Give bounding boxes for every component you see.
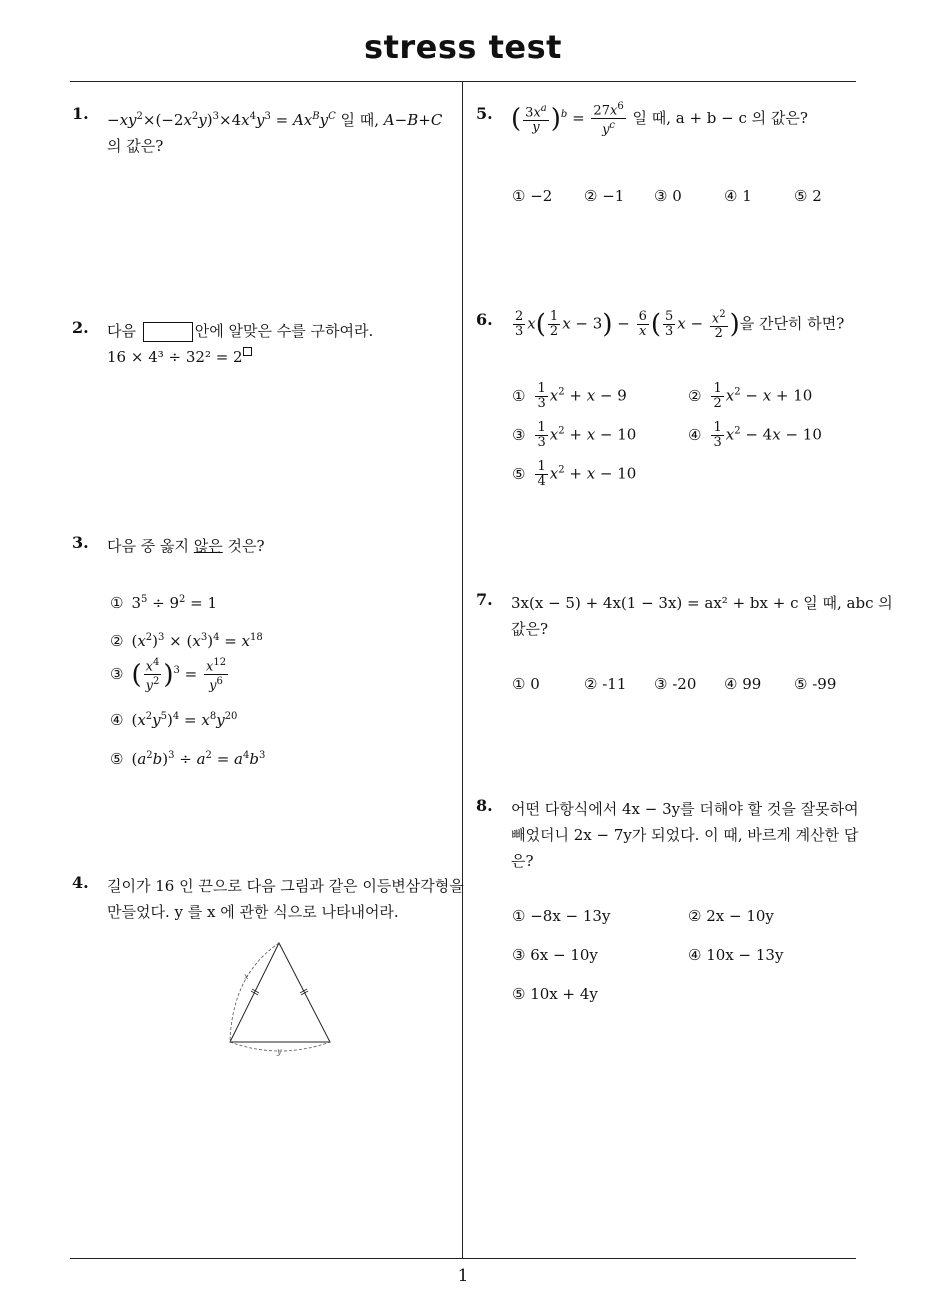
choice-marker: ④ [110,711,124,729]
question-number: 7. [476,590,493,609]
choice-1: ① −8x − 13y [512,907,611,925]
question-text-line: 길이가 16 인 끈으로 다음 그림과 같은 이등변삼각형을 [107,877,464,895]
choice-3: ③ ( $\frac{x^4}{y^2}$ )$^3$ = $\frac{x^{12}}{y^6}$ [110,657,227,694]
question-number: 6. [476,310,493,329]
label-x: x [244,972,249,981]
question-text [107,533,265,559]
question-text-part: 을 간단히 하면? [739,314,845,333]
choice-3: ③ 6x − 10y [512,946,598,964]
choice-3: ③ 0 [654,187,682,205]
question-text-line: 어떤 다항식에서 4x − 3y를 더해야 할 것을 잘못하여 [511,800,859,818]
question-text-part: 일 때, a + b − c 의 값은? [632,108,808,127]
choice-5: ⑤ 10x + 4y [512,985,598,1003]
question-text-part: 다음 [107,322,136,340]
question-text [511,796,859,874]
choice-2: ② -11 [584,675,627,693]
question-text-part: 것은? [222,537,265,555]
question-number: 5. [476,104,493,123]
choice-3: ③ $\frac{1}{3}$ $x^2 + x - 10$ [512,420,637,450]
choice-1: ① $\frac{1}{3}$ $x^2 + x - 9$ [512,381,627,411]
choice-2: ② $\frac{1}{2}$ $x^2 - x + 10$ [688,381,813,411]
question-text-line: 의 값은? [107,137,164,155]
label-y: y [277,1047,282,1056]
choice-2: ② $(x^2)^3 \times (x^3)^4 = x^{18}$ [110,632,263,650]
question-text-part: 안에 알맞은 수를 구하여라. [194,322,374,340]
choice-3: ③ -20 [654,675,697,693]
top-rule [70,81,856,82]
question-number: 3. [72,533,89,552]
choice-marker: ③ [110,664,124,683]
choice-5: ⑤ 2 [794,187,822,205]
question-text [107,873,464,925]
question-number: 1. [72,104,89,123]
question-text-line: 빼었더니 2x − 7y가 되었다. 이 때, 바르게 계산한 답 [511,826,859,844]
choice-2: ② 2x − 10y [688,907,774,925]
question-text-line: 값은? [511,620,549,638]
choice-5: ⑤ $\frac{1}{4}$ $x^2 + x - 10$ [512,459,637,489]
choice-marker: ② [110,632,124,650]
choice-5: ⑤ -99 [794,675,837,693]
question-number: 2. [72,318,89,337]
choice-4: ④ 10x − 13y [688,946,784,964]
question-text-line: 은? [511,852,534,870]
page-title: stress test [364,28,562,66]
question-text [107,104,442,159]
underlined-word: 않은 [193,537,223,555]
choice-4: ④ $\frac{1}{3}$ $x^2 - 4x - 10$ [688,420,822,450]
page-number: 1 [457,1266,469,1286]
question-text [511,590,893,642]
isosceles-triangle-figure [220,935,340,1060]
question-text: ( $\frac{3x^a}{y}$ )$^b$ = $\frac{27x^6}{y^c}$ 일 때, a + b − c 의 값은? [511,101,808,138]
question-number: 4. [72,873,89,892]
question-expression: $-xy^2\times(-2x^2y)^3\times 4x^4y^3 = Ax^By^C$ 일 때, A−B+C [107,111,443,129]
blank-square-icon [243,347,252,356]
question-text-line: 만들었다. y 를 x 에 관한 식으로 나타내어라. [107,903,399,921]
question-number: 8. [476,796,493,815]
question-expression: 16 × 4³ ÷ 32² = 2 [107,348,243,366]
choice-4: ④ 99 [724,675,762,693]
question-text-line: 3x(x − 5) + 4x(1 − 3x) = ax² + bx + c 일 때, abc 의 [511,594,893,612]
choice-marker: ① [110,594,124,612]
choice-marker: ⑤ [110,750,124,768]
choice-2: ② −1 [584,187,625,205]
bottom-rule [70,1258,856,1259]
choice-4: ④ 1 [724,187,752,205]
choice-4: ④ $(x^2y^5)^4 = x^8y^{20}$ [110,711,238,729]
choice-1: ① −2 [512,187,553,205]
question-text-part: 다음 중 옳지 [107,537,194,555]
blank-box [143,322,193,342]
choice-5: ⑤ $(a^2b)^3 \div a^2 = a^4b^3$ [110,750,266,768]
question-text [107,318,373,370]
question-text: $\frac{2}{3}$ x( $\frac{1}{2}$ x − 3) − $\frac{6}{x}$ ( $\frac{5}{3}$ x − $\frac{x^2}{2}$ )을 간단히 하면? [515,309,845,342]
column-divider [462,81,463,1258]
choice-1: ① 0 [512,675,540,693]
choice-1: ① $3^5 \div 9^2 = 1$ [110,594,218,612]
